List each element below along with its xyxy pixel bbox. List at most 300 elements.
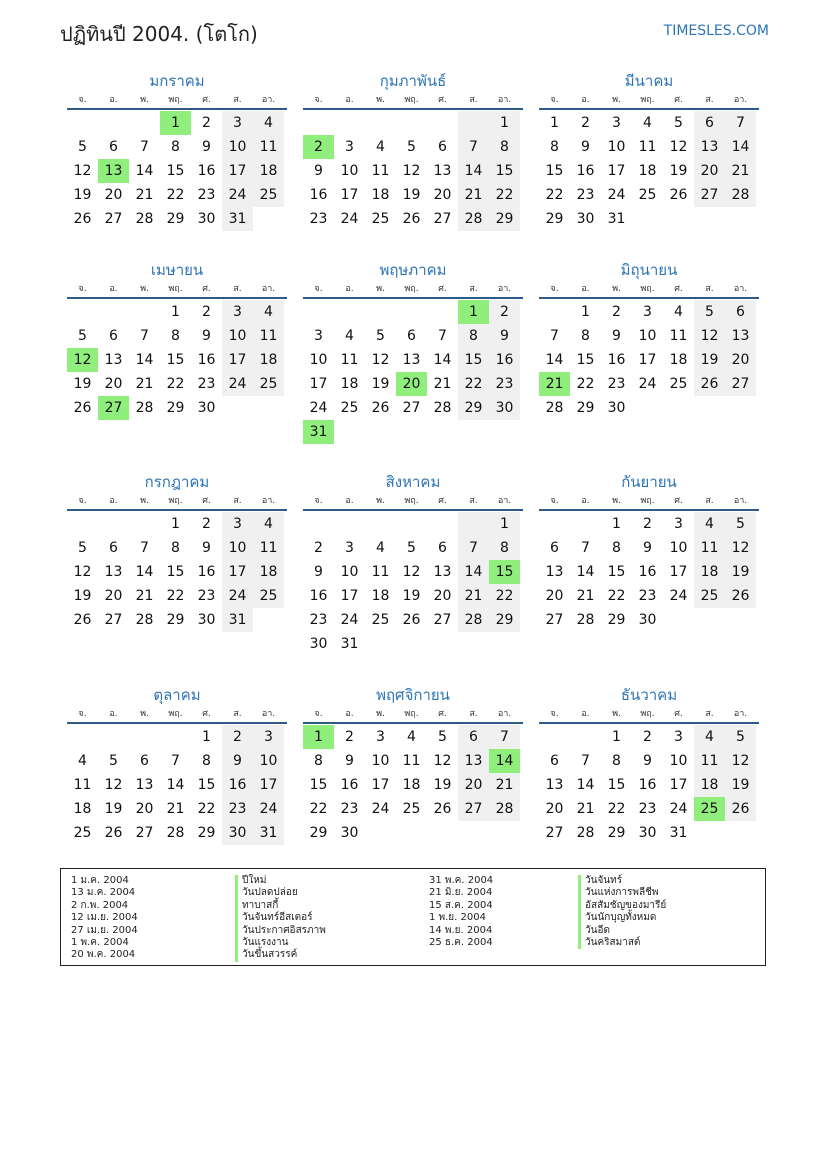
weekday-label: พฤ.	[168, 496, 183, 506]
day-cell: 11	[253, 135, 284, 159]
day-cell: 6	[109, 540, 118, 556]
weekday-label: อ.	[109, 284, 118, 294]
day-cell: 4	[674, 304, 683, 320]
empty-cell	[632, 207, 663, 231]
day-cell: 9	[202, 139, 211, 155]
weekday-label: พฤ.	[640, 709, 655, 719]
day-cell: 22	[166, 187, 185, 203]
day-cell: 7	[725, 111, 756, 135]
empty-cell	[570, 512, 601, 536]
day-cell: 3	[345, 139, 354, 155]
weekday-label: พ.	[140, 95, 149, 105]
day-cell: 31	[222, 207, 253, 231]
day-cell: 8	[171, 540, 180, 556]
weekday-label: พ.	[376, 284, 385, 294]
day-cell: 26	[402, 211, 421, 227]
day-cell: 5	[725, 512, 756, 536]
day-cell: 14	[725, 135, 756, 159]
weekday-label: พฤ.	[404, 496, 419, 506]
weekday-label: อา.	[733, 95, 748, 105]
weekday-label: ศ.	[202, 284, 211, 294]
day-cell: 29	[489, 207, 520, 231]
day-cell: 10	[222, 536, 253, 560]
month-title: สิงหาคม	[385, 473, 441, 491]
day-cell: 11	[371, 564, 390, 580]
day-cell: 21	[433, 376, 452, 392]
weekday-label: ส.	[233, 284, 242, 294]
empty-cell	[334, 420, 365, 444]
day-cell: 8	[550, 139, 559, 155]
day-cell: 20	[396, 372, 427, 396]
day-cell: 31	[253, 821, 284, 845]
day-cell: 26	[694, 372, 725, 396]
day-cell: 16	[340, 777, 359, 793]
day-cell: 19	[402, 187, 421, 203]
holiday-date: 13 ม.ค. 2004	[71, 887, 136, 899]
day-cell: 19	[725, 773, 756, 797]
empty-cell	[663, 207, 694, 231]
day-grid	[303, 512, 523, 656]
day-cell: 31	[303, 420, 334, 444]
day-cell: 27	[402, 400, 421, 416]
empty-cell	[334, 300, 365, 324]
weekday-label: อ.	[581, 284, 590, 294]
day-cell: 27	[98, 396, 129, 420]
empty-cell	[396, 300, 427, 324]
day-cell: 27	[135, 825, 154, 841]
empty-cell	[632, 396, 663, 420]
weekday-label: จ.	[314, 496, 323, 506]
day-cell: 31	[669, 825, 688, 841]
weekday-label: พ.	[140, 284, 149, 294]
day-cell: 16	[638, 777, 657, 793]
day-cell: 24	[309, 400, 328, 416]
day-cell: 4	[345, 328, 354, 344]
day-cell: 29	[166, 612, 185, 628]
day-grid	[539, 725, 759, 845]
weekday-label: ส.	[705, 709, 714, 719]
month-title: มิถุนายน	[620, 261, 678, 279]
empty-cell	[396, 111, 427, 135]
day-cell: 11	[253, 536, 284, 560]
day-cell: 8	[581, 328, 590, 344]
day-cell: 27	[545, 825, 564, 841]
day-cell: 21	[135, 588, 154, 604]
weekday-label: จ.	[78, 496, 87, 506]
weekday-label: อา.	[497, 709, 512, 719]
holiday-name: วันจันทร์	[578, 875, 666, 887]
empty-cell	[427, 300, 458, 324]
day-cell: 24	[222, 183, 253, 207]
day-cell: 4	[694, 725, 725, 749]
month-3	[539, 70, 759, 231]
day-cell: 13	[135, 777, 154, 793]
day-cell: 13	[725, 324, 756, 348]
month-title: กรกฎาคม	[144, 473, 210, 491]
day-grid	[539, 300, 759, 420]
day-cell: 20	[545, 588, 564, 604]
day-cell: 2	[643, 729, 652, 745]
holiday-date: 21 มิ.ย. 2004	[429, 887, 493, 899]
day-cell: 14	[166, 777, 185, 793]
day-cell: 1	[171, 516, 180, 532]
empty-cell	[303, 300, 334, 324]
empty-cell	[663, 608, 694, 632]
day-cell: 22	[197, 801, 216, 817]
weekday-header	[539, 281, 759, 299]
day-cell: 26	[73, 612, 92, 628]
day-cell: 28	[458, 207, 489, 231]
day-cell: 15	[545, 163, 564, 179]
empty-cell	[458, 512, 489, 536]
day-cell: 3	[612, 115, 621, 131]
holiday-date: 20 พ.ค. 2004	[71, 949, 136, 961]
day-cell: 10	[340, 163, 359, 179]
month-2	[303, 70, 523, 231]
weekday-label: ศ.	[674, 496, 683, 506]
weekday-label: ศ.	[674, 284, 683, 294]
day-cell: 16	[197, 163, 216, 179]
day-cell: 17	[222, 560, 253, 584]
holiday-name: วันปลดปล่อย	[235, 887, 326, 899]
day-cell: 2	[202, 115, 211, 131]
empty-cell	[334, 512, 365, 536]
day-cell: 19	[73, 376, 92, 392]
day-cell: 7	[581, 753, 590, 769]
holiday-date: 25 ธ.ค. 2004	[429, 936, 493, 948]
day-cell: 4	[407, 729, 416, 745]
holiday-name: วันอีด	[578, 925, 666, 937]
day-cell: 13	[433, 564, 452, 580]
day-cell: 5	[407, 540, 416, 556]
day-cell: 6	[725, 300, 756, 324]
day-cell: 18	[371, 588, 390, 604]
day-cell: 2	[314, 540, 323, 556]
day-cell: 30	[607, 400, 626, 416]
day-cell: 16	[197, 564, 216, 580]
day-cell: 29	[489, 608, 520, 632]
day-cell: 28	[433, 400, 452, 416]
day-cell: 3	[253, 725, 284, 749]
weekday-label: ส.	[233, 709, 242, 719]
weekday-label: พฤ.	[404, 284, 419, 294]
day-cell: 13	[98, 159, 129, 183]
weekday-label: อ.	[345, 284, 354, 294]
day-cell: 1	[550, 115, 559, 131]
day-cell: 23	[222, 797, 253, 821]
day-cell: 24	[638, 376, 657, 392]
weekday-label: อา.	[497, 95, 512, 105]
month-title: เมษายน	[150, 261, 204, 279]
weekday-label: จ.	[314, 95, 323, 105]
day-cell: 14	[135, 352, 154, 368]
weekday-label: ศ.	[438, 709, 447, 719]
holiday-date: 1 ม.ค. 2004	[71, 875, 129, 886]
weekday-label: พ.	[140, 496, 149, 506]
weekday-header	[539, 92, 759, 110]
day-cell: 29	[607, 612, 626, 628]
empty-cell	[458, 420, 489, 444]
day-cell: 20	[104, 588, 123, 604]
day-cell: 14	[489, 749, 520, 773]
empty-cell	[303, 512, 334, 536]
day-grid	[67, 512, 287, 632]
weekday-label: อ.	[109, 496, 118, 506]
holiday-name: ปีใหม่	[235, 875, 326, 887]
day-cell: 7	[581, 540, 590, 556]
day-cell: 19	[433, 777, 452, 793]
day-cell: 8	[314, 753, 323, 769]
day-cell: 6	[550, 753, 559, 769]
weekday-label: ส.	[469, 709, 478, 719]
weekday-label: ศ.	[438, 496, 447, 506]
day-cell: 18	[253, 159, 284, 183]
day-cell: 31	[607, 211, 626, 227]
day-cell: 15	[489, 159, 520, 183]
day-cell: 5	[376, 328, 385, 344]
holiday-date: 1 พ.ย. 2004	[429, 912, 486, 924]
day-cell: 20	[694, 159, 725, 183]
weekday-label: อา.	[733, 496, 748, 506]
weekday-header	[303, 706, 523, 724]
month-title: กันยายน	[621, 473, 677, 491]
day-cell: 25	[402, 801, 421, 817]
day-cell: 5	[407, 139, 416, 155]
day-cell: 21	[135, 376, 154, 392]
day-cell: 24	[222, 584, 253, 608]
site-link[interactable]: TIMESLES.COM	[663, 23, 769, 39]
day-cell: 27	[433, 612, 452, 628]
day-cell: 1	[581, 304, 590, 320]
holiday-name: วันแห่งการพลีชีพ	[578, 887, 666, 899]
day-cell: 15	[197, 777, 216, 793]
day-cell: 2	[489, 300, 520, 324]
day-cell: 26	[725, 797, 756, 821]
day-cell: 8	[612, 753, 621, 769]
day-grid	[67, 725, 287, 845]
day-cell: 14	[433, 352, 452, 368]
day-cell: 15	[607, 564, 626, 580]
day-cell: 30	[489, 396, 520, 420]
weekday-label: อ.	[345, 95, 354, 105]
day-cell: 17	[309, 376, 328, 392]
day-cell: 23	[197, 376, 216, 392]
weekday-label: อา.	[261, 709, 276, 719]
day-cell: 15	[166, 564, 185, 580]
day-cell: 14	[545, 352, 564, 368]
weekday-label: พ.	[376, 95, 385, 105]
day-cell: 29	[545, 211, 564, 227]
holiday-date: 14 พ.ย. 2004	[429, 924, 493, 936]
weekday-header	[303, 92, 523, 110]
day-grid	[67, 300, 287, 420]
day-cell: 13	[104, 352, 123, 368]
day-cell: 11	[402, 753, 421, 769]
day-cell: 13	[545, 777, 564, 793]
day-cell: 16	[576, 163, 595, 179]
day-cell: 21	[458, 584, 489, 608]
day-cell: 17	[253, 773, 284, 797]
empty-cell	[489, 420, 520, 444]
month-10	[67, 684, 287, 845]
weekday-label: จ.	[550, 284, 559, 294]
empty-cell	[663, 396, 694, 420]
day-cell: 28	[489, 797, 520, 821]
day-cell: 26	[669, 187, 688, 203]
empty-cell	[129, 111, 160, 135]
holiday-date: 15 ส.ค. 2004	[429, 899, 493, 911]
day-cell: 7	[140, 139, 149, 155]
day-cell: 18	[340, 376, 359, 392]
day-cell: 18	[253, 348, 284, 372]
day-cell: 3	[222, 512, 253, 536]
day-cell: 23	[638, 801, 657, 817]
day-cell: 18	[694, 773, 725, 797]
day-cell: 12	[104, 777, 123, 793]
day-cell: 15	[489, 560, 520, 584]
day-cell: 22	[545, 187, 564, 203]
day-cell: 4	[376, 540, 385, 556]
empty-cell	[98, 725, 129, 749]
day-cell: 30	[309, 636, 328, 652]
day-cell: 22	[607, 588, 626, 604]
day-cell: 8	[171, 328, 180, 344]
day-cell: 27	[458, 797, 489, 821]
day-cell: 26	[371, 400, 390, 416]
day-cell: 13	[402, 352, 421, 368]
day-cell: 19	[402, 588, 421, 604]
day-cell: 22	[607, 801, 626, 817]
day-cell: 9	[222, 749, 253, 773]
day-cell: 5	[694, 300, 725, 324]
day-cell: 12	[725, 536, 756, 560]
day-cell: 17	[222, 348, 253, 372]
empty-cell	[694, 608, 725, 632]
weekday-label: พ.	[612, 284, 621, 294]
holiday-name: วันประกาศอิสรภาพ	[235, 925, 326, 937]
day-cell: 7	[489, 725, 520, 749]
weekday-label: พฤ.	[640, 496, 655, 506]
holiday-date: 31 พ.ค. 2004	[429, 875, 494, 886]
day-cell: 18	[253, 560, 284, 584]
day-cell: 10	[669, 753, 688, 769]
weekday-label: อา.	[733, 709, 748, 719]
day-cell: 28	[545, 400, 564, 416]
day-cell: 20	[104, 376, 123, 392]
day-cell: 9	[314, 163, 323, 179]
weekday-label: พ.	[612, 95, 621, 105]
day-cell: 25	[694, 584, 725, 608]
day-cell: 7	[458, 135, 489, 159]
day-cell: 14	[458, 560, 489, 584]
holiday-name: วันขึ้นสวรรค์	[235, 949, 326, 961]
day-cell: 6	[109, 328, 118, 344]
day-cell: 19	[73, 588, 92, 604]
day-cell: 10	[371, 753, 390, 769]
day-cell: 9	[489, 324, 520, 348]
day-cell: 1	[303, 725, 334, 749]
day-cell: 24	[340, 211, 359, 227]
day-cell: 9	[314, 564, 323, 580]
day-cell: 2	[202, 516, 211, 532]
empty-cell	[539, 300, 570, 324]
empty-cell	[694, 396, 725, 420]
day-cell: 29	[458, 396, 489, 420]
weekday-label: จ.	[550, 95, 559, 105]
day-cell: 6	[407, 328, 416, 344]
empty-cell	[129, 512, 160, 536]
day-cell: 16	[638, 564, 657, 580]
day-cell: 27	[104, 211, 123, 227]
day-cell: 15	[607, 777, 626, 793]
empty-cell	[253, 608, 284, 632]
day-cell: 12	[433, 753, 452, 769]
day-cell: 2	[222, 725, 253, 749]
empty-cell	[427, 420, 458, 444]
day-cell: 6	[438, 139, 447, 155]
day-cell: 9	[202, 540, 211, 556]
day-cell: 23	[309, 612, 328, 628]
month-title: พฤศจิกายน	[376, 686, 450, 704]
weekday-label: ศ.	[202, 709, 211, 719]
day-cell: 23	[576, 187, 595, 203]
weekday-label: พฤ.	[404, 709, 419, 719]
day-cell: 9	[643, 540, 652, 556]
day-cell: 29	[576, 400, 595, 416]
empty-cell	[489, 821, 520, 845]
day-cell: 6	[550, 540, 559, 556]
day-cell: 10	[607, 139, 626, 155]
holiday-name: ทาบาสกี้	[235, 900, 326, 912]
day-cell: 23	[489, 372, 520, 396]
weekday-label: ส.	[469, 95, 478, 105]
holiday-date: 2 ก.พ. 2004	[71, 899, 129, 911]
empty-cell	[396, 512, 427, 536]
day-cell: 18	[402, 777, 421, 793]
day-cell: 6	[694, 111, 725, 135]
empty-cell	[725, 608, 756, 632]
empty-cell	[98, 111, 129, 135]
empty-cell	[694, 207, 725, 231]
legend-dates-2	[429, 875, 493, 949]
weekday-label: อ.	[345, 709, 354, 719]
day-cell: 30	[576, 211, 595, 227]
day-cell: 19	[73, 187, 92, 203]
empty-cell	[334, 111, 365, 135]
day-cell: 16	[309, 187, 328, 203]
day-grid	[67, 111, 287, 231]
day-cell: 13	[694, 135, 725, 159]
day-cell: 1	[612, 516, 621, 532]
day-cell: 11	[638, 139, 657, 155]
day-cell: 21	[166, 801, 185, 817]
day-cell: 10	[253, 749, 284, 773]
day-cell: 25	[340, 400, 359, 416]
day-cell: 12	[371, 352, 390, 368]
page-title: ปฏิทินปี 2004. (โตโก)	[60, 22, 258, 46]
weekday-label: ศ.	[438, 284, 447, 294]
day-cell: 6	[140, 753, 149, 769]
day-cell: 1	[489, 512, 520, 536]
month-title: กุมภาพันธ์	[379, 72, 447, 90]
day-cell: 7	[140, 540, 149, 556]
day-cell: 24	[669, 588, 688, 604]
day-cell: 18	[669, 352, 688, 368]
day-cell: 27	[545, 612, 564, 628]
day-cell: 3	[376, 729, 385, 745]
day-cell: 29	[166, 211, 185, 227]
weekday-header	[67, 493, 287, 511]
